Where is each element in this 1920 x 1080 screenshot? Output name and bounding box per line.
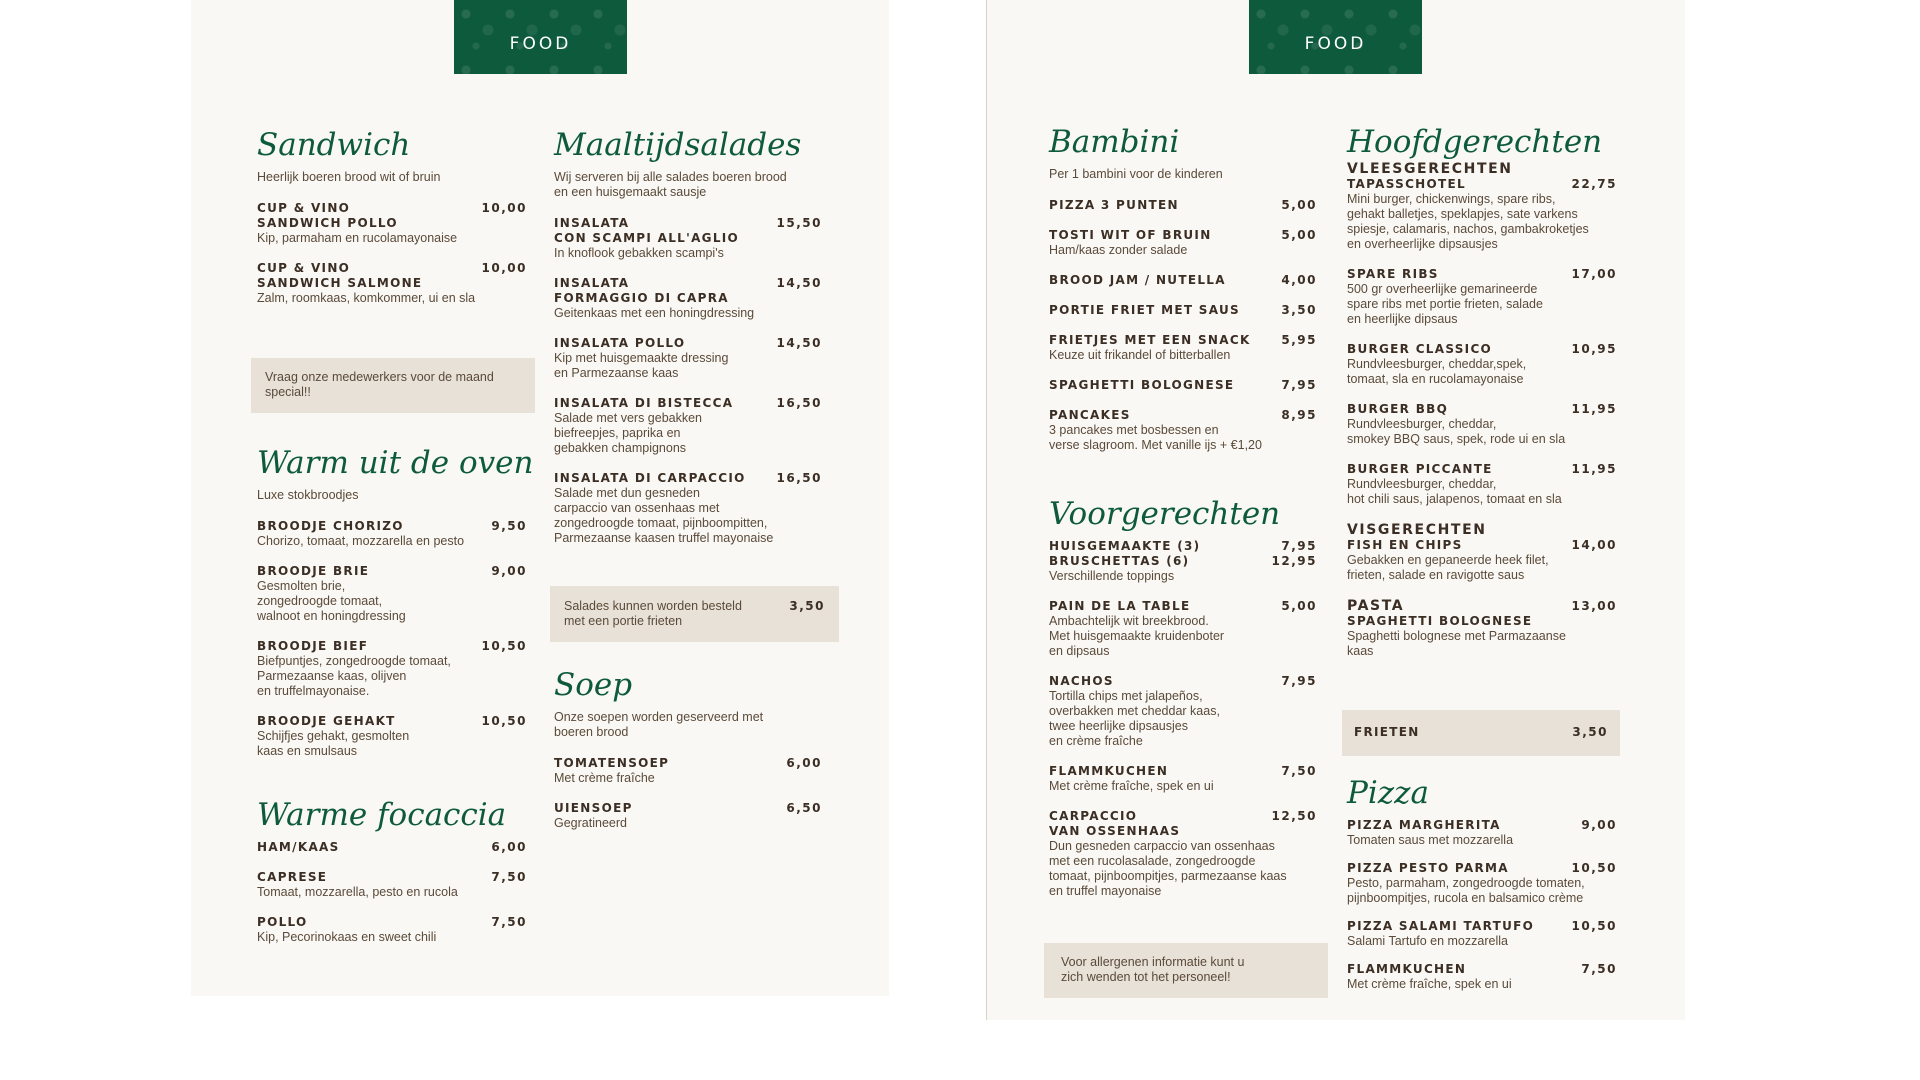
item-description: en truffel mayonaise	[1049, 884, 1162, 898]
menu-item	[554, 396, 822, 456]
menu-item	[257, 840, 527, 855]
right-column	[1347, 125, 1617, 674]
left-column-focaccia	[257, 798, 527, 960]
note-line: met een portie frieten	[564, 614, 683, 628]
left-column	[257, 128, 527, 321]
item-description: Gebakken en gepaneerde heek filet,	[1347, 553, 1549, 567]
item-name: BURGER CLASSICO	[1347, 342, 1493, 356]
section-title-hoofdgerechten: Hoofdgerechten	[1347, 124, 1603, 160]
menu-item	[257, 519, 527, 549]
menu-item	[257, 261, 527, 306]
item-name: INSALATA DI BISTECCA	[554, 396, 734, 410]
item-description: en crème fraîche	[1049, 734, 1143, 748]
category-visgerechten: VISGERECHTEN	[1347, 522, 1487, 538]
item-description: Rundvleesburger, cheddar,spek,	[1347, 357, 1527, 371]
menu-item	[1049, 408, 1317, 453]
item-description: Mini burger, chickenwings, spare ribs,	[1347, 192, 1556, 206]
menu-item	[1347, 177, 1617, 252]
item-price: 16,50	[776, 471, 822, 485]
item-name: FLAMMKUCHEN	[1049, 764, 1169, 778]
item-name: HUISGEMAAKTE (3)	[1049, 539, 1201, 553]
item-description: Schijfjes gehakt, gesmolten	[257, 729, 410, 743]
menu-item	[554, 336, 822, 381]
item-price: 7,50	[1581, 962, 1617, 976]
item-description: Verschillende toppings	[1049, 569, 1175, 583]
left-column-voor	[1049, 497, 1317, 914]
item-description: Kip, parmaham en rucolamayonaise	[257, 231, 458, 245]
item-name: BURGER PICCANTE	[1347, 462, 1493, 476]
item-name: SPAGHETTI BOLOGNESE	[1347, 614, 1533, 628]
item-price: 5,95	[1281, 333, 1317, 347]
item-name: PIZZA MARGHERITA	[1347, 818, 1501, 832]
item-price: 6,00	[491, 840, 527, 854]
item-name: TAPASSCHOTEL	[1347, 177, 1466, 191]
item-price: 17,00	[1571, 267, 1617, 281]
item-description: biefreepjes, paprika en	[554, 426, 681, 440]
item-name: NACHOS	[1049, 674, 1114, 688]
item-name: INSALATA	[554, 276, 630, 290]
item-description: kaas en smulsaus	[257, 744, 358, 758]
item-description: tomaat, pijnboompitjes, parmezaanse kaas	[1049, 869, 1287, 883]
item-description: smokey BBQ saus, spek, rode ui en sla	[1347, 432, 1566, 446]
menu-item	[1347, 962, 1617, 992]
menu-item	[257, 915, 527, 945]
menu-item	[1347, 919, 1617, 949]
item-description: spare ribs met portie frieten, salade	[1347, 297, 1543, 311]
item-name: FRIETEN	[1354, 725, 1420, 739]
item-name: FISH EN CHIPS	[1347, 538, 1463, 552]
item-price: 10,00	[481, 261, 527, 275]
item-description: gebakken champignons	[554, 441, 687, 455]
item-name: BRUSCHETTAS (6)	[1049, 554, 1190, 568]
item-price: 10,00	[481, 201, 527, 215]
item-price: 7,95	[1281, 378, 1317, 392]
item-description: frieten, salade en ravigotte saus	[1347, 568, 1525, 582]
item-name: SANDWICH SALMONE	[257, 276, 423, 290]
menu-item	[257, 714, 527, 759]
item-price: 8,95	[1281, 408, 1317, 422]
menu-item	[1347, 267, 1617, 327]
item-description: Spaghetti bolognese met Parmazaanse	[1347, 629, 1566, 643]
item-name: CUP & VINO	[257, 261, 351, 275]
item-description: kaas	[1347, 644, 1374, 658]
note-line: Salades kunnen worden besteld	[564, 599, 742, 613]
item-description: tomaat, sla en rucolamayonaise	[1347, 372, 1524, 386]
item-description: overbakken met cheddar kaas,	[1049, 704, 1220, 718]
item-description: en truffelmayonaise.	[257, 684, 370, 698]
item-description: en heerlijke dipsaus	[1347, 312, 1458, 326]
item-price: 11,95	[1571, 402, 1617, 416]
item-name: CAPRESE	[257, 870, 328, 884]
item-price: 4,00	[1281, 273, 1317, 287]
item-price: 12,95	[1271, 554, 1317, 568]
item-description: Kip met huisgemaakte dressing	[554, 351, 729, 365]
item-name: HAM/KAAS	[257, 840, 340, 854]
item-name: CON SCAMPI ALL'AGLIO	[554, 231, 740, 245]
item-price: 5,00	[1281, 599, 1317, 613]
item-description: Met crème fraîche, spek en ui	[1049, 779, 1214, 793]
section-title-sandwich: Sandwich	[257, 127, 411, 163]
frieten-box	[1342, 710, 1620, 756]
item-price: 13,00	[1571, 599, 1617, 613]
item-description: met een rucolasalade, zongedroogde	[1049, 854, 1256, 868]
item-price: 15,50	[776, 216, 822, 230]
menu-item	[1049, 333, 1317, 363]
category-pasta: PASTA	[1347, 598, 1405, 614]
menu-item	[1347, 818, 1617, 848]
section-title-pizza: Pizza	[1347, 775, 1429, 811]
item-price: 7,95	[1281, 674, 1317, 688]
intro-line: Onze soepen worden geserveerd met	[554, 710, 764, 724]
note-line: Voor allergenen informatie kunt u	[1061, 955, 1245, 969]
item-description: gehakt balletjes, speklapjes, sate varkens	[1347, 207, 1578, 221]
menu-item	[1049, 303, 1317, 318]
menu-item	[554, 471, 822, 546]
item-description: en Parmezaanse kaas	[554, 366, 679, 380]
menu-item	[1347, 538, 1617, 583]
item-description: Dun gesneden carpaccio van ossenhaas	[1049, 839, 1275, 853]
food-tab-label: FOOD	[1304, 34, 1367, 54]
item-description: Biefpuntjes, zongedroogde tomaat,	[257, 654, 451, 668]
item-price: 6,00	[786, 756, 822, 770]
menu-item	[554, 216, 822, 261]
item-description: Met huisgemaakte kruidenboter	[1049, 629, 1225, 643]
menu-item	[554, 801, 822, 831]
menu-item	[1347, 342, 1617, 387]
item-name: BROODJE CHORIZO	[257, 519, 404, 533]
item-description: Rundvleesburger, cheddar,	[1347, 417, 1497, 431]
intro-line: Wij serveren bij alle salades boeren brood	[554, 170, 787, 184]
item-description: Ham/kaas zonder salade	[1049, 243, 1188, 257]
food-tab	[1249, 0, 1422, 74]
item-name: TOMATENSOEP	[554, 756, 670, 770]
item-name: CUP & VINO	[257, 201, 351, 215]
menu-item	[1347, 402, 1617, 447]
item-description: Pesto, parmaham, zongedroogde tomaten,	[1347, 876, 1585, 890]
item-description: Tortilla chips met jalapeños,	[1049, 689, 1203, 703]
item-name: PIZZA SALAMI TARTUFO	[1347, 919, 1535, 933]
item-name: SPAGHETTI BOLOGNESE	[1049, 378, 1235, 392]
item-price: 9,00	[491, 564, 527, 578]
item-name: INSALATA DI CARPACCIO	[554, 471, 746, 485]
item-description: Salami Tartufo en mozzarella	[1347, 934, 1508, 948]
menu-item	[1049, 539, 1317, 584]
note-price: 3,50	[789, 599, 825, 613]
item-description: Geitenkaas met een honingdressing	[554, 306, 755, 320]
item-description: zongedroogde tomaat,	[257, 594, 383, 608]
item-name: UIENSOEP	[554, 801, 633, 815]
item-name: PIZZA 3 PUNTEN	[1049, 198, 1179, 212]
note-line: zich wenden tot het personeel!	[1061, 970, 1231, 984]
item-name: POLLO	[257, 915, 308, 929]
item-price: 14,50	[776, 336, 822, 350]
menu-item	[1049, 273, 1317, 288]
item-price: 5,00	[1281, 228, 1317, 242]
item-price: 10,50	[481, 714, 527, 728]
item-price: 5,00	[1281, 198, 1317, 212]
item-description: Parmezaanse kaasen truffel mayonaise	[554, 531, 774, 545]
item-price: 9,00	[1581, 818, 1617, 832]
salades-note	[550, 586, 839, 642]
item-name: SPARE RIBS	[1347, 267, 1439, 281]
menu-item	[1049, 674, 1317, 749]
menu-item	[1347, 861, 1617, 906]
item-description: twee heerlijke dipsausjes	[1049, 719, 1188, 733]
item-description: Rundvleesburger, cheddar,	[1347, 477, 1497, 491]
item-description: Gegratineerd	[554, 816, 627, 830]
item-name: TOSTI WIT OF BRUIN	[1049, 228, 1212, 242]
section-title-voorgerechten: Voorgerechten	[1049, 496, 1281, 532]
item-description: Tomaten saus met mozzarella	[1347, 833, 1514, 847]
section-title-oven: Warm uit de oven	[257, 445, 534, 481]
item-description: Salade met vers gebakken	[554, 411, 703, 425]
menu-item	[257, 870, 527, 900]
item-name: PAIN DE LA TABLE	[1049, 599, 1191, 613]
item-name: PIZZA PESTO PARMA	[1347, 861, 1509, 875]
item-name: PORTIE FRIET MET SAUS	[1049, 303, 1240, 317]
item-description: walnoot en honingdressing	[257, 609, 406, 623]
item-description: Met crème fraîche, spek en ui	[1347, 977, 1512, 991]
item-description: In knoflook gebakken scampi's	[554, 246, 724, 260]
item-description: Tomaat, mozzarella, pesto en rucola	[257, 885, 458, 899]
section-title-soep: Soep	[554, 667, 633, 703]
item-price: 7,50	[491, 870, 527, 884]
item-price: 11,95	[1571, 462, 1617, 476]
item-name: PANCAKES	[1049, 408, 1131, 422]
right-column	[554, 128, 822, 561]
item-description: Parmezaanse kaas, olijven	[257, 669, 407, 683]
soep-intro	[554, 710, 822, 740]
menu-item	[1347, 598, 1617, 659]
item-description: en overheerlijke dipsausjes	[1347, 237, 1498, 251]
sandwich-intro: Heerlijk boeren brood wit of bruin	[257, 170, 441, 184]
menu-item	[554, 756, 822, 786]
menu-item	[1049, 764, 1317, 794]
item-description: Met crème fraîche	[554, 771, 655, 785]
item-price: 7,50	[491, 915, 527, 929]
section-title-salades: Maaltijdsalades	[554, 127, 802, 163]
item-name: SANDWICH POLLO	[257, 216, 398, 230]
right-column-pizza	[1347, 776, 1617, 992]
item-description: carpaccio van ossenhaas met	[554, 501, 720, 515]
special-note: Vraag onze medewerkers voor de maand special!!	[251, 358, 535, 413]
item-name: VAN OSSENHAAS	[1049, 824, 1181, 838]
menu-page-2	[986, 0, 1685, 1020]
bambini-intro: Per 1 bambini voor de kinderen	[1049, 167, 1223, 181]
item-price: 22,75	[1571, 177, 1617, 191]
item-price: 7,95	[1281, 539, 1317, 553]
item-name: INSALATA POLLO	[554, 336, 686, 350]
item-description: Salade met dun gesneden	[554, 486, 700, 500]
item-description: en dipsaus	[1049, 644, 1110, 658]
item-price: 9,50	[491, 519, 527, 533]
menu-item	[1049, 198, 1317, 213]
menu-item	[1049, 809, 1317, 899]
section-title-bambini: Bambini	[1049, 124, 1180, 160]
item-name: BROODJE BRIE	[257, 564, 370, 578]
allergen-note	[1044, 943, 1328, 998]
intro-line: en een huisgemaakt sausje	[554, 185, 707, 199]
menu-page-1	[191, 0, 889, 996]
item-description: hot chili saus, jalapenos, tomaat en sla	[1347, 492, 1562, 506]
item-description: Ambachtelijk wit breekbrood.	[1049, 614, 1209, 628]
item-name: BROODJE GEHAKT	[257, 714, 396, 728]
item-description: zongedroogde tomaat, pijnboompitten,	[554, 516, 768, 530]
item-name: CARPACCIO	[1049, 809, 1138, 823]
food-tab	[454, 0, 627, 74]
item-description: Kip, Pecorinokaas en sweet chili	[257, 930, 437, 944]
item-description: spiesje, calamaris, nachos, gambakroketjes	[1347, 222, 1589, 236]
menu-item	[554, 276, 822, 321]
menu-item	[1049, 599, 1317, 659]
item-description: 500 gr overheerlijke gemarineerde	[1347, 282, 1538, 296]
section-title-focaccia: Warme focaccia	[257, 797, 507, 833]
left-column	[1049, 125, 1317, 468]
menu-item	[257, 201, 527, 246]
item-price: 6,50	[786, 801, 822, 815]
item-price: 14,50	[776, 276, 822, 290]
menu-item	[257, 564, 527, 624]
item-name: FRIETJES MET EEN SNACK	[1049, 333, 1251, 347]
item-name: INSALATA	[554, 216, 630, 230]
item-name: BROOD JAM / NUTELLA	[1049, 273, 1226, 287]
oven-intro: Luxe stokbroodjes	[257, 488, 359, 502]
item-description: pijnboompitjes, rucola en balsamico crème	[1347, 891, 1584, 905]
item-price: 10,50	[1571, 861, 1617, 875]
menu-item	[1049, 228, 1317, 258]
item-name: BROODJE BIEF	[257, 639, 369, 653]
item-name: FORMAGGIO DI CAPRA	[554, 291, 729, 305]
item-price: 7,50	[1281, 764, 1317, 778]
left-column-lower	[257, 445, 534, 774]
menu-item	[257, 639, 527, 699]
item-description: Chorizo, tomaat, mozzarella en pesto	[257, 534, 465, 548]
food-tab-label: FOOD	[509, 34, 572, 54]
item-price: 10,95	[1571, 342, 1617, 356]
item-price: 3,50	[1572, 725, 1608, 739]
right-column-soep	[554, 668, 822, 846]
item-price: 10,50	[1571, 919, 1617, 933]
item-price: 10,50	[481, 639, 527, 653]
menu-item	[1049, 378, 1317, 393]
item-price: 3,50	[1281, 303, 1317, 317]
item-price: 16,50	[776, 396, 822, 410]
item-price: 14,00	[1571, 538, 1617, 552]
item-description: Gesmolten brie,	[257, 579, 346, 593]
salades-intro	[554, 170, 822, 200]
item-description: 3 pancakes met bosbessen en	[1049, 423, 1219, 437]
item-price: 12,50	[1271, 809, 1317, 823]
category-vleesgerechten: VLEESGERECHTEN	[1347, 161, 1513, 177]
item-description: verse slagroom. Met vanille ijs + €1,20	[1049, 438, 1262, 452]
item-description: Keuze uit frikandel of bitterballen	[1049, 348, 1231, 362]
item-name: FLAMMKUCHEN	[1347, 962, 1467, 976]
menu-item	[1347, 462, 1617, 507]
item-description: Zalm, roomkaas, komkommer, ui en sla	[257, 291, 476, 305]
item-name: BURGER BBQ	[1347, 402, 1449, 416]
intro-line: boeren brood	[554, 725, 629, 739]
